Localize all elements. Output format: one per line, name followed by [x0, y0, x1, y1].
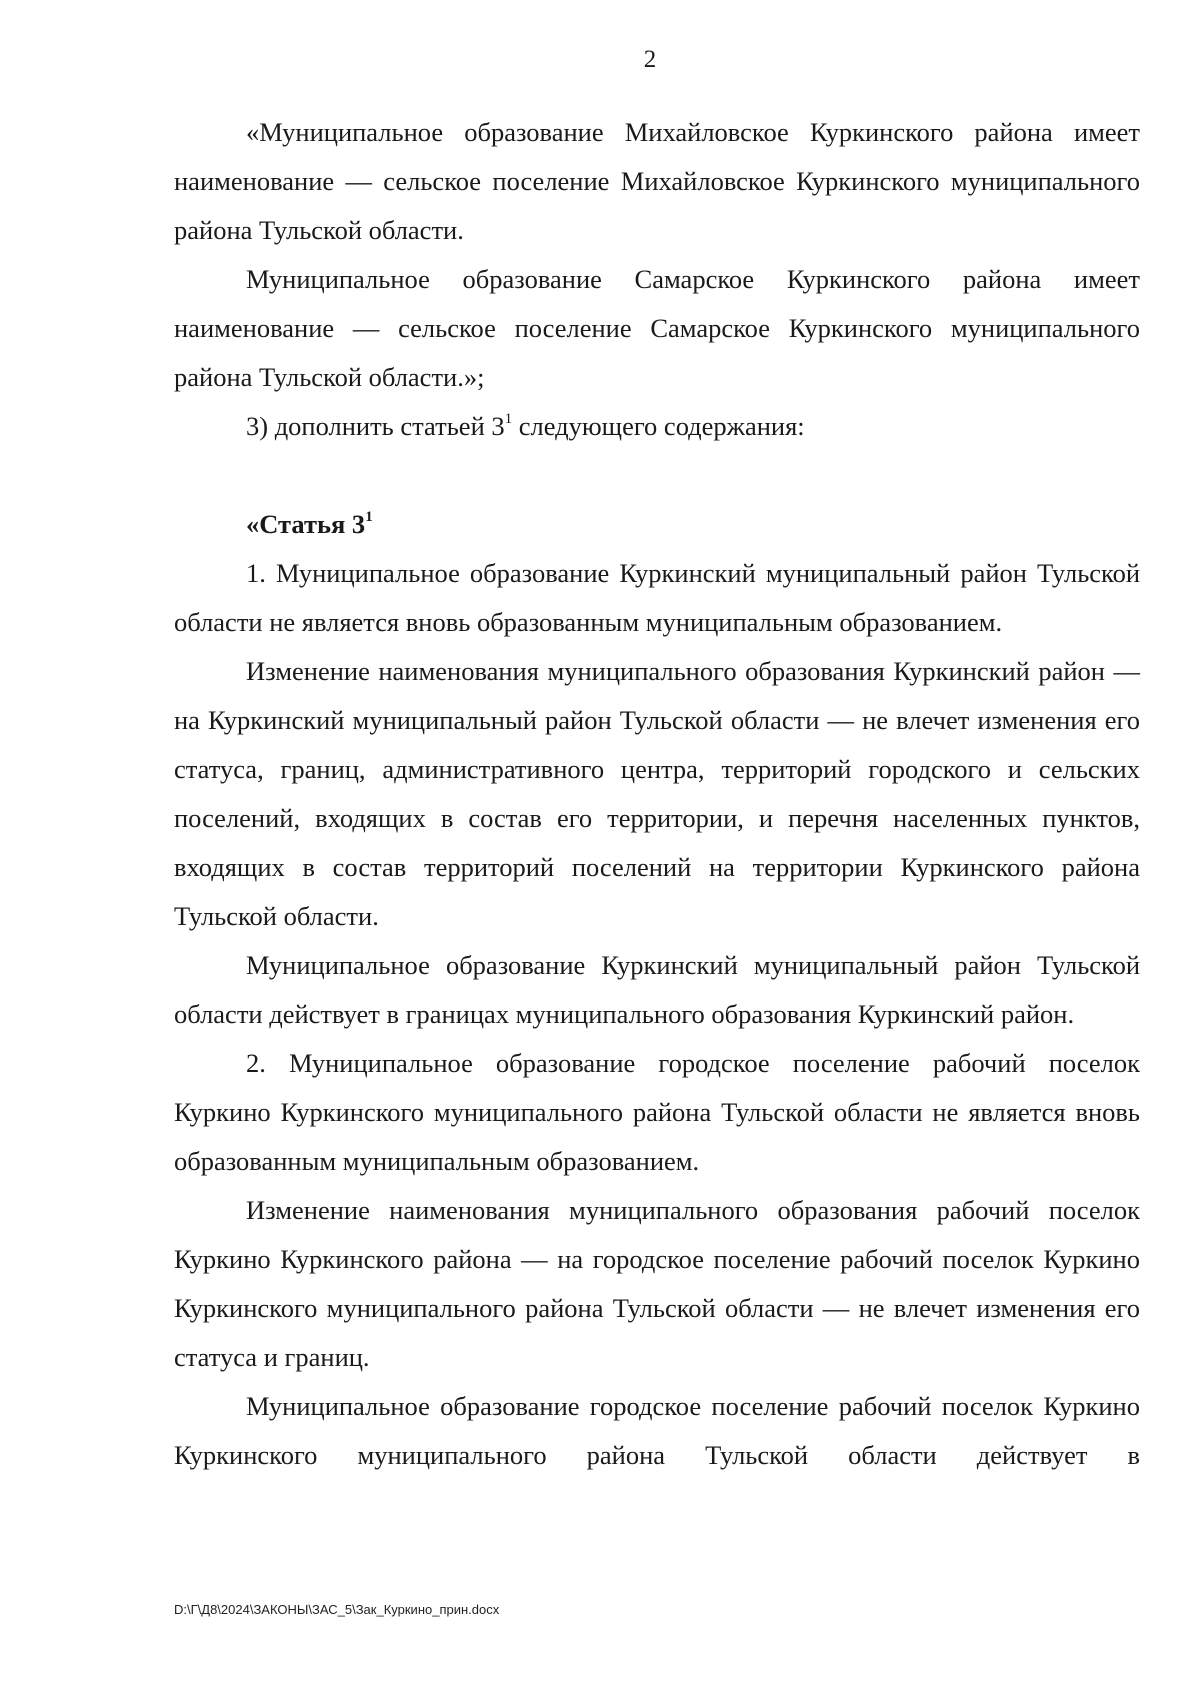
article-heading [174, 500, 1140, 549]
page-number: 2 [643, 46, 657, 73]
item-3-text-end: следующего содержания: [512, 411, 805, 441]
item-3-paragraph [174, 402, 1140, 451]
document-body [174, 108, 1140, 1480]
paragraph: Изменение наименования муниципального образования Куркинский район — на Куркинский муниципальный район Тульской области — не влечет изменения его статуса, границ, административного центра, территорий городского и сельских поселений, входящих в состав его территории, и перечня населенных пунктов, входящих в состав территорий поселений на территории Куркинского района Тульской области. [174, 656, 1140, 931]
paragraph: Изменение наименования муниципального образования рабочий поселок Куркино Куркинского района — на городское поселение рабочий поселок Куркино Куркинского муниципального района Тульской области — не влечет изменения его статуса и границ. [174, 1195, 1140, 1372]
paragraph: «Муниципальное образование Михайловское Куркинского района имеет наименование — сельское поселение Михайловское Куркинского муниципального района Тульской области. [174, 117, 1140, 245]
paragraph: 2. Муниципальное образование городское поселение рабочий поселок Куркино Куркинского муниципального района Тульской области не является вновь образованным муниципальным образованием. [174, 1048, 1140, 1176]
superscript: 1 [504, 411, 513, 428]
paragraph: 1. Муниципальное образование Куркинский муниципальный район Тульской области не является вновь образованным муниципальным образованием. [174, 558, 1140, 637]
paragraph: Муниципальное образование городское поселение рабочий поселок Куркино Куркинского муниципального района Тульской области действует в [174, 1391, 1140, 1470]
item-3-text: 3) дополнить статьей 3 [246, 411, 505, 441]
paragraph: Муниципальное образование Куркинский муниципальный район Тульской области действует в границах муниципального образования Куркинский район. [174, 950, 1140, 1029]
superscript: 1 [365, 509, 373, 526]
file-path-footer: D:\Г\Д8\2024\ЗАКОНЫ\ЗАС_5\Зак_Куркино_прин.docx [174, 1602, 500, 1617]
article-heading-text: «Статья 3 [246, 509, 366, 539]
paragraph: Муниципальное образование Самарское Куркинского района имеет наименование — сельское поселение Самарское Куркинского муниципального района Тульской области.»; [174, 264, 1140, 392]
